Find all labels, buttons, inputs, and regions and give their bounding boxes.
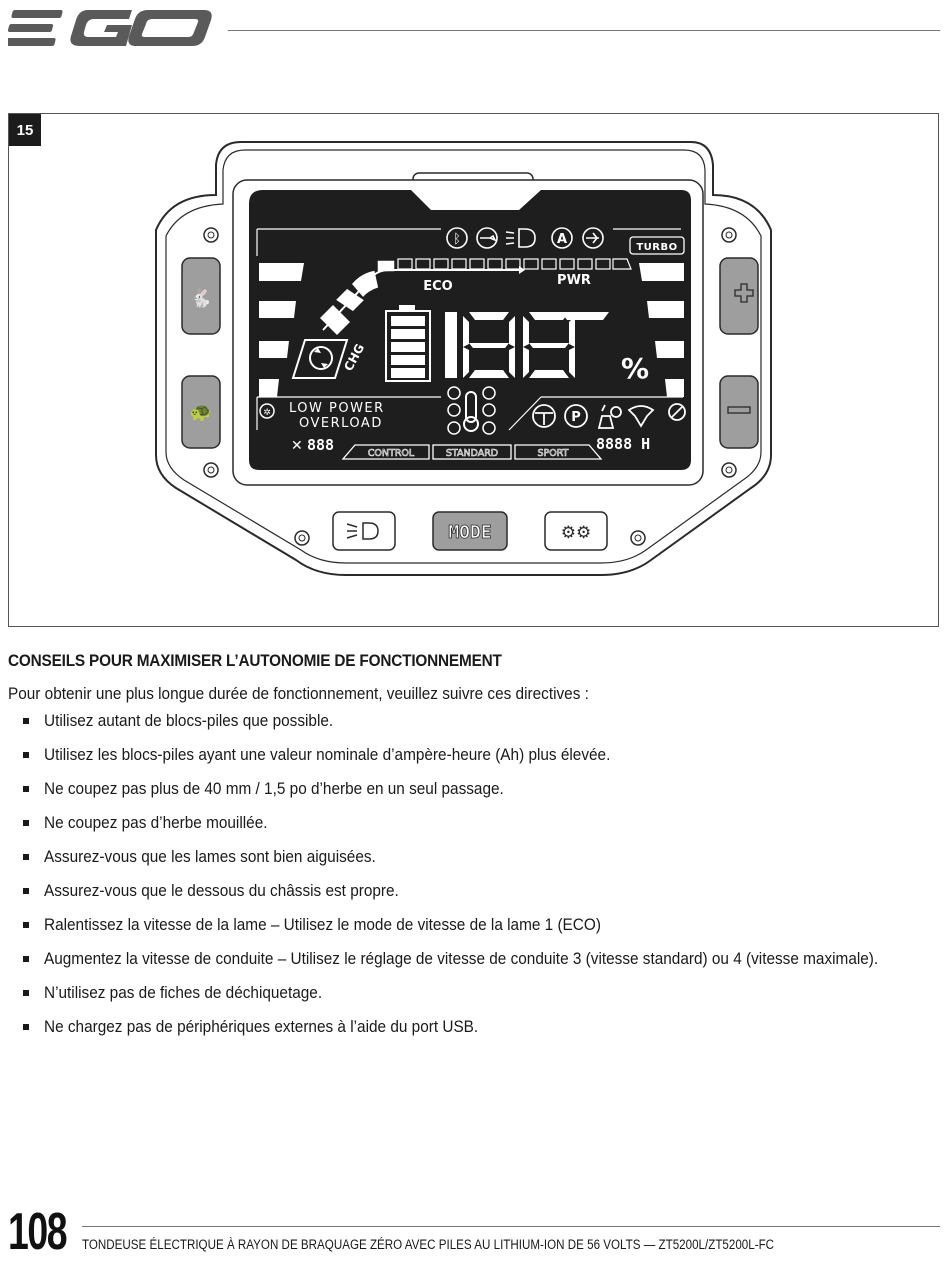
headlight-button[interactable] bbox=[333, 512, 395, 550]
screw bbox=[204, 228, 218, 242]
bullet bbox=[23, 922, 29, 928]
slow-turtle-button[interactable] bbox=[182, 376, 220, 448]
list-item: Assurez-vous que les lames sont bien aiguisées. bbox=[8, 846, 908, 869]
speed-mode-bar bbox=[343, 445, 601, 459]
footer-divider bbox=[82, 1226, 940, 1227]
list-item: Ralentissez la vitesse de la lame – Utilisez le mode de vitesse de la lame 1 (ECO) bbox=[8, 914, 908, 937]
battery-icon bbox=[386, 305, 430, 381]
tips-list bbox=[8, 710, 908, 1039]
screw bbox=[295, 531, 309, 545]
list-item: Ne chargez pas de périphériques externes à l’aide du port USB. bbox=[8, 1016, 908, 1039]
settings-button[interactable] bbox=[545, 512, 607, 550]
turtle-icon: 🐢 bbox=[189, 402, 213, 423]
plus-button[interactable] bbox=[720, 258, 758, 334]
bullet bbox=[23, 956, 29, 962]
rabbit-icon: 🐇 bbox=[189, 288, 213, 309]
overload-label: OVERLOAD bbox=[299, 416, 383, 431]
figure-15 bbox=[8, 113, 939, 627]
minus-button[interactable] bbox=[720, 376, 758, 448]
screw bbox=[722, 228, 736, 242]
percent-symbol: % bbox=[620, 352, 650, 385]
screw bbox=[631, 531, 645, 545]
footer-text: TONDEUSE ÉLECTRIQUE À RAYON DE BRAQUAGE ZÉRO AVEC PILES AU LITHIUM-ION DE 56 VOLTS — ZT5200L/ZT5200L-FC bbox=[82, 1237, 775, 1252]
list-item: Ne coupez pas plus de 40 mm / 1,5 po d’herbe en un seul passage. bbox=[8, 778, 908, 801]
svg-text:✲: ✲ bbox=[263, 408, 271, 418]
page-footer bbox=[0, 1200, 950, 1260]
bullet bbox=[23, 1024, 29, 1030]
svg-text:A: A bbox=[556, 232, 568, 247]
intro-text: Pour obtenir une plus longue durée de fonctionnement, veuillez suivre ces directives : bbox=[8, 685, 589, 703]
control-panel-illustration bbox=[9, 114, 938, 626]
section-title: CONSEILS POUR MAXIMISER L’AUTONOMIE DE FONCTIONNEMENT bbox=[8, 652, 502, 670]
turbo-label: TURBO bbox=[636, 242, 678, 253]
bullet bbox=[23, 990, 29, 996]
chg-label: CHG bbox=[341, 341, 368, 374]
hour-meter-digits: 8888 H bbox=[596, 435, 651, 453]
control-mode-label: CONTROL bbox=[367, 448, 415, 459]
bullet bbox=[23, 820, 29, 826]
low-power-label: LOW POWER bbox=[289, 401, 385, 416]
eco-label: ECO bbox=[423, 279, 453, 294]
svg-text:ᛒ: ᛒ bbox=[453, 232, 461, 247]
page-header bbox=[0, 0, 950, 60]
mode-label: MODE bbox=[448, 522, 492, 543]
list-item: Utilisez autant de blocs-piles que possible. bbox=[8, 710, 908, 733]
bullet bbox=[23, 752, 29, 758]
wrench-icon: ✕ bbox=[291, 438, 303, 454]
list-item: Utilisez les blocs-piles ayant une valeur nominale d’ampère-heure (Ah) plus élevée. bbox=[8, 744, 908, 767]
screw bbox=[722, 463, 736, 477]
svg-text:P: P bbox=[571, 410, 581, 425]
list-item: N’utilisez pas de fiches de déchiquetage. bbox=[8, 982, 908, 1005]
figure-number: 15 bbox=[9, 114, 41, 146]
sport-mode-label: SPORT bbox=[537, 448, 569, 459]
page-number: 108 bbox=[8, 1203, 67, 1261]
bullet bbox=[23, 888, 29, 894]
header-divider bbox=[228, 30, 940, 31]
tips-section bbox=[8, 652, 908, 1050]
bullet bbox=[23, 854, 29, 860]
bullet bbox=[23, 786, 29, 792]
list-item: Augmentez la vitesse de conduite – Utilisez le réglage de vitesse de conduite 3 (vitesse standard) ou 4 (vitesse maximale). bbox=[8, 948, 908, 971]
turbo-rabbit-button[interactable] bbox=[182, 258, 220, 334]
service-digits: 888 bbox=[307, 436, 335, 454]
list-item: Assurez-vous que le dessous du châssis est propre. bbox=[8, 880, 908, 903]
mode-button[interactable] bbox=[433, 512, 507, 550]
list-item: Ne coupez pas d’herbe mouillée. bbox=[8, 812, 908, 835]
pwr-label: PWR bbox=[557, 273, 591, 288]
bullet bbox=[23, 718, 29, 724]
ego-logo bbox=[8, 6, 213, 52]
gear-icon: ⚙⚙ bbox=[560, 523, 592, 543]
standard-mode-label: STANDARD bbox=[445, 448, 499, 459]
screw bbox=[204, 463, 218, 477]
